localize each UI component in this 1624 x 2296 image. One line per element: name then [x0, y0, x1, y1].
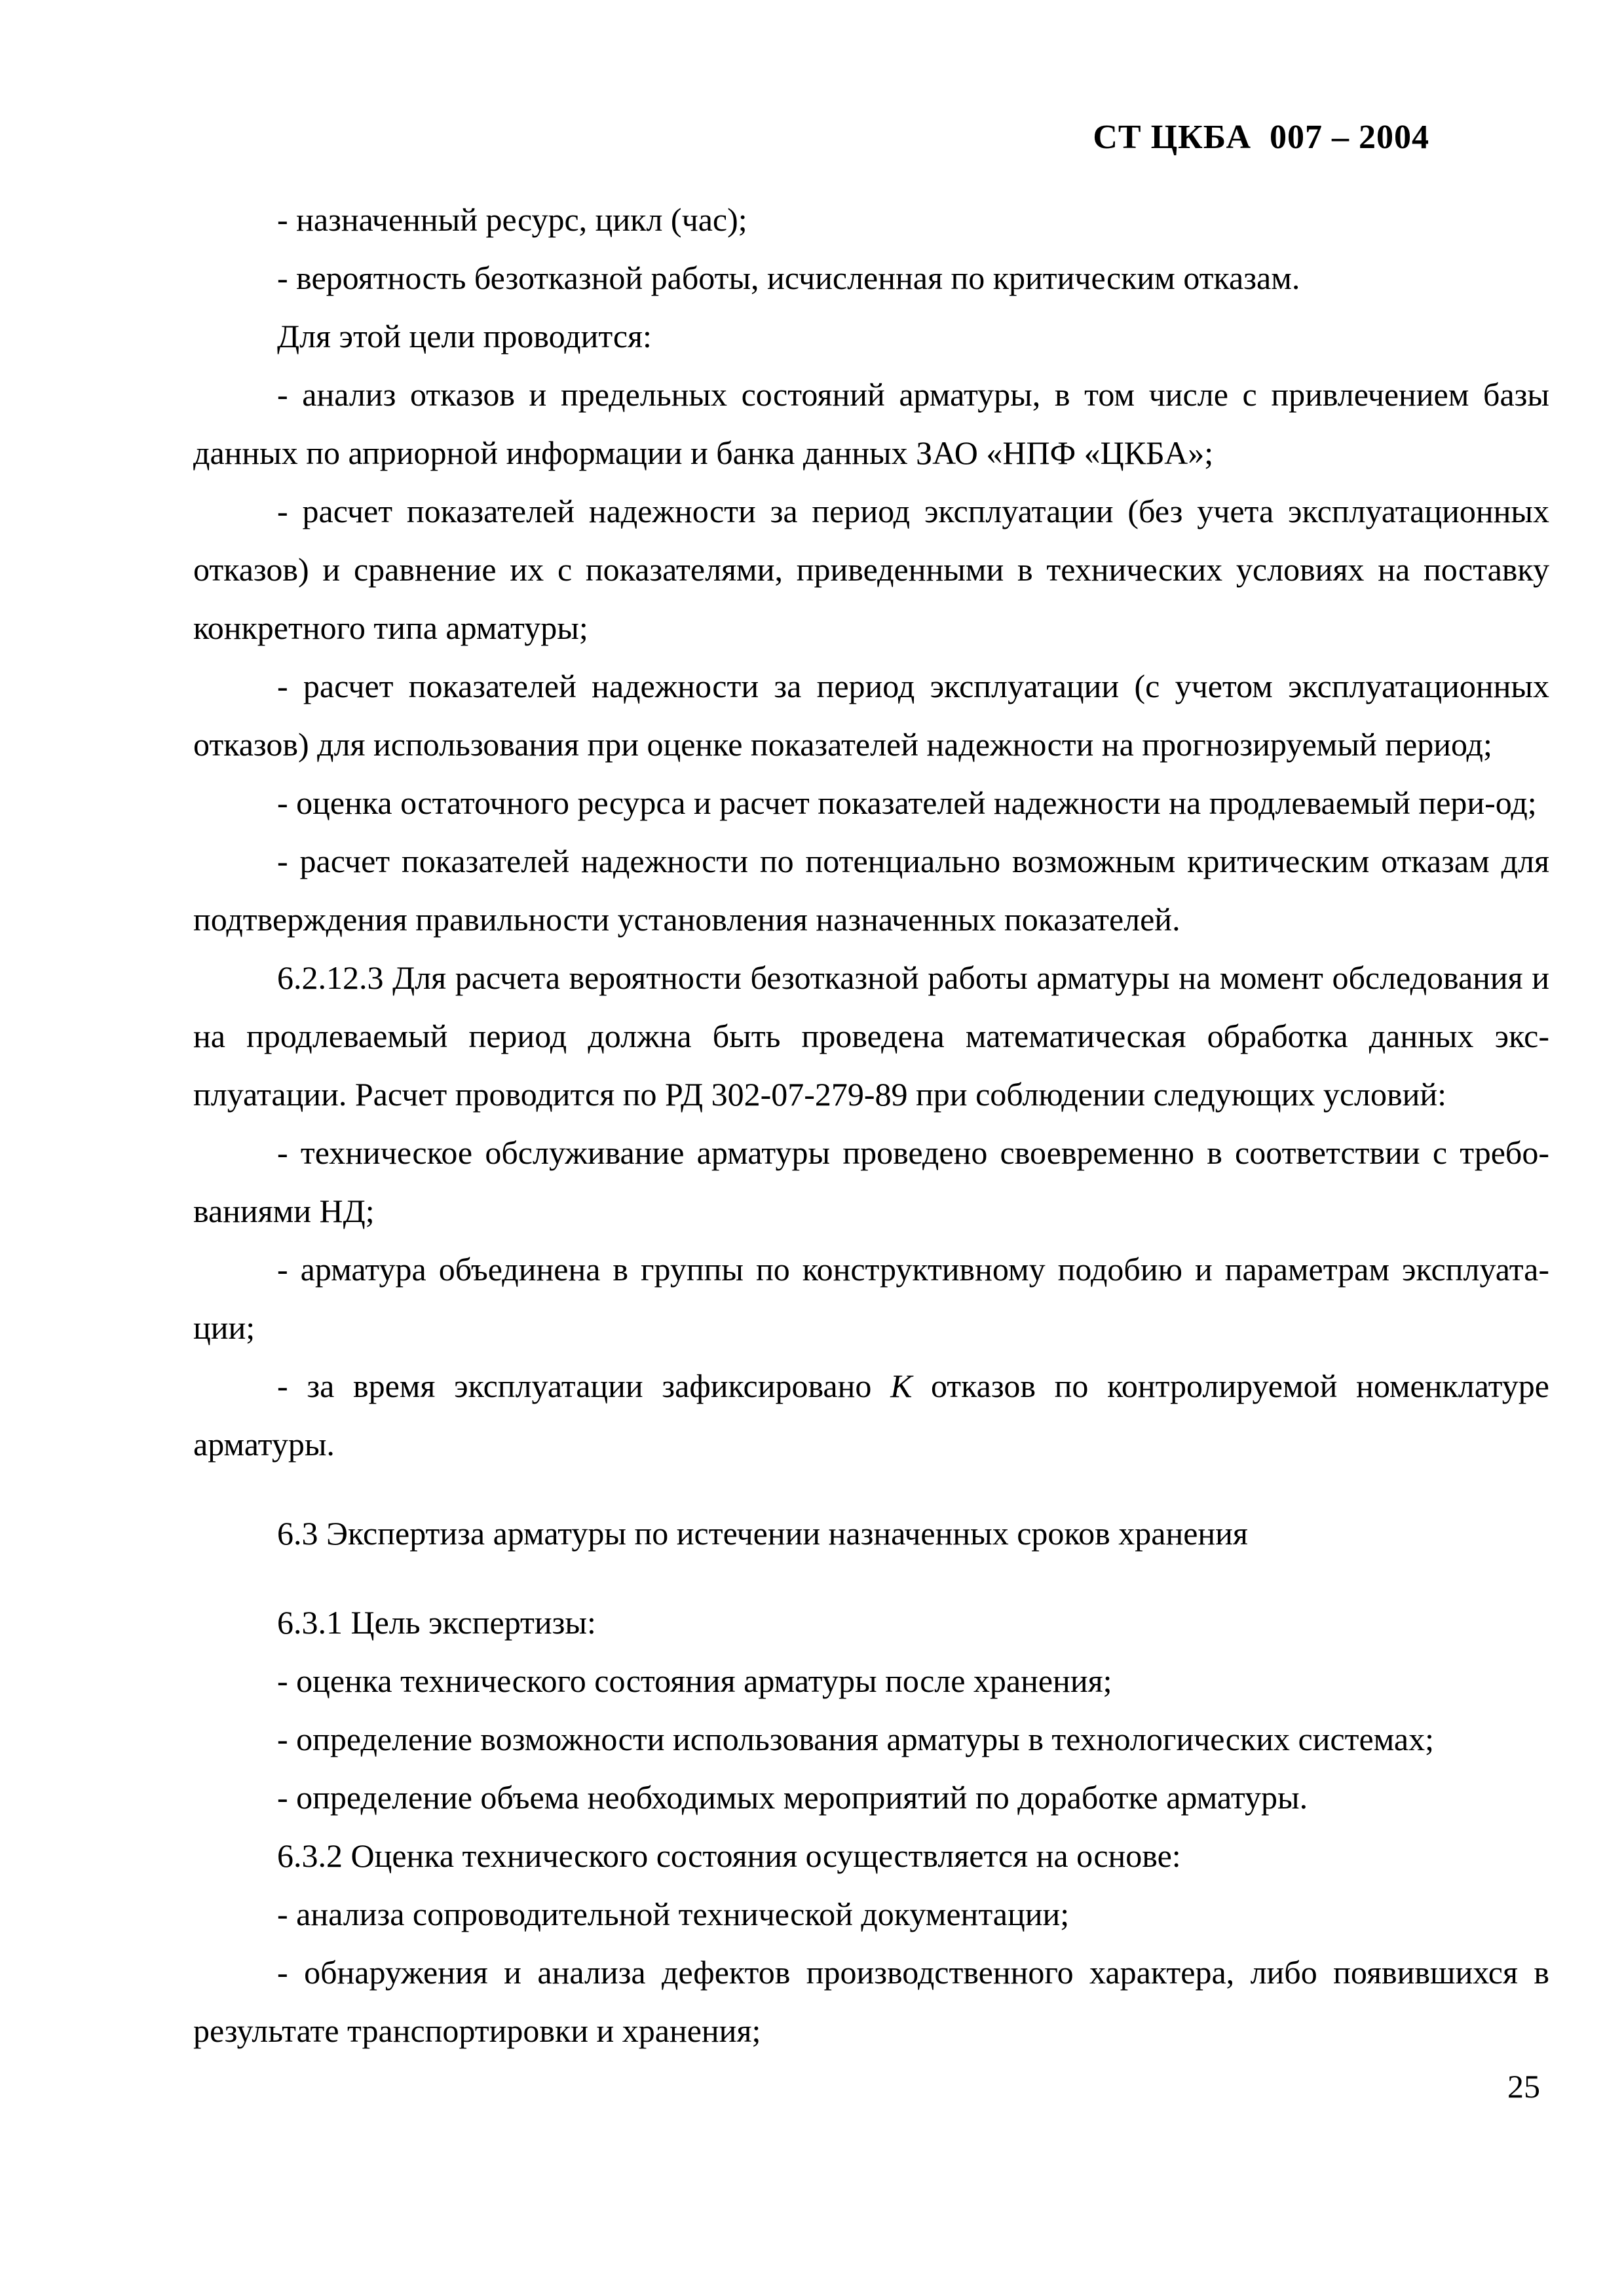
document-code: СТ ЦКБА 007 – 2004	[1093, 119, 1429, 156]
paragraph: - обнаружения и анализа дефектов производственного характера, либо появившихся в результате транспортировки и хранения;	[193, 1954, 1549, 2049]
page-number: 25	[1507, 2068, 1540, 2105]
paragraph: - вероятность безотказной работы, исчисленная по критическим отказам.	[277, 259, 1300, 296]
paragraph: Для этой цели проводится:	[277, 318, 652, 354]
paragraph: 6.2.12.3 Для расчета вероятности безотказной работы арматуры на момент обследования и на продлеваемый период должна быть проведена математическая обработка данных экс-плуатации. Расчет проводится по РД 302-07-279-89 при соблюдении следующих условий:	[193, 959, 1549, 1113]
paragraph: - оценка технического состояния арматуры после хранения;	[277, 1662, 1112, 1699]
paragraph: - назначенный ресурс, цикл (час);	[277, 201, 747, 238]
paragraph: 6.3.2 Оценка технического состояния осуществляется на основе:	[277, 1837, 1181, 1874]
paragraph: - анализа сопроводительной технической документации;	[277, 1896, 1070, 1932]
section-heading: 6.3 Экспертиза арматуры по истечении назначенных сроков хранения	[277, 1515, 1248, 1552]
paragraph: - расчет показателей надежности за период эксплуатации (без учета эксплуатационных отказов) и сравнение их с показателями, приведенными в технических условиях на поставку конкретного типа арматуры;	[193, 493, 1549, 646]
variable-k: К	[890, 1368, 913, 1404]
subsection-heading: 6.3.1 Цель экспертизы:	[277, 1604, 596, 1641]
paragraph: - определение возможности использования арматуры в технологических системах;	[277, 1721, 1435, 1757]
document-body	[193, 191, 1549, 2060]
paragraph-text: - за время эксплуатации зафиксировано	[277, 1368, 891, 1404]
paragraph: - анализ отказов и предельных состояний арматуры, в том числе с привлечением базы данных по априорной информации и банка данных ЗАО «НПФ «ЦКБА»;	[193, 376, 1549, 471]
paragraph: - расчет показателей надежности по потенциально возможным критическим отказам для подтверждения правильности установления назначенных показателей.	[193, 843, 1549, 938]
paragraph: - арматура объединена в группы по конструктивному подобию и параметрам эксплуата-ции;	[193, 1251, 1549, 1346]
paragraph: - расчет показателей надежности за период эксплуатации (с учетом эксплуатационных отказов) для использования при оценке показателей надежности на прогнозируемый период;	[193, 668, 1549, 763]
paragraph: - определение объема необходимых мероприятий по доработке арматуры.	[277, 1779, 1308, 1816]
paragraph	[193, 1357, 1549, 1474]
paragraph: - оценка остаточного ресурса и расчет показателей надежности на продлеваемый пери-од;	[277, 784, 1537, 821]
paragraph-text: отказов по контролируемой номенклатуре арматуры.	[193, 1368, 1549, 1463]
paragraph: - техническое обслуживание арматуры проведено своевременно в соответствии с требо-ваниями НД;	[193, 1134, 1549, 1229]
